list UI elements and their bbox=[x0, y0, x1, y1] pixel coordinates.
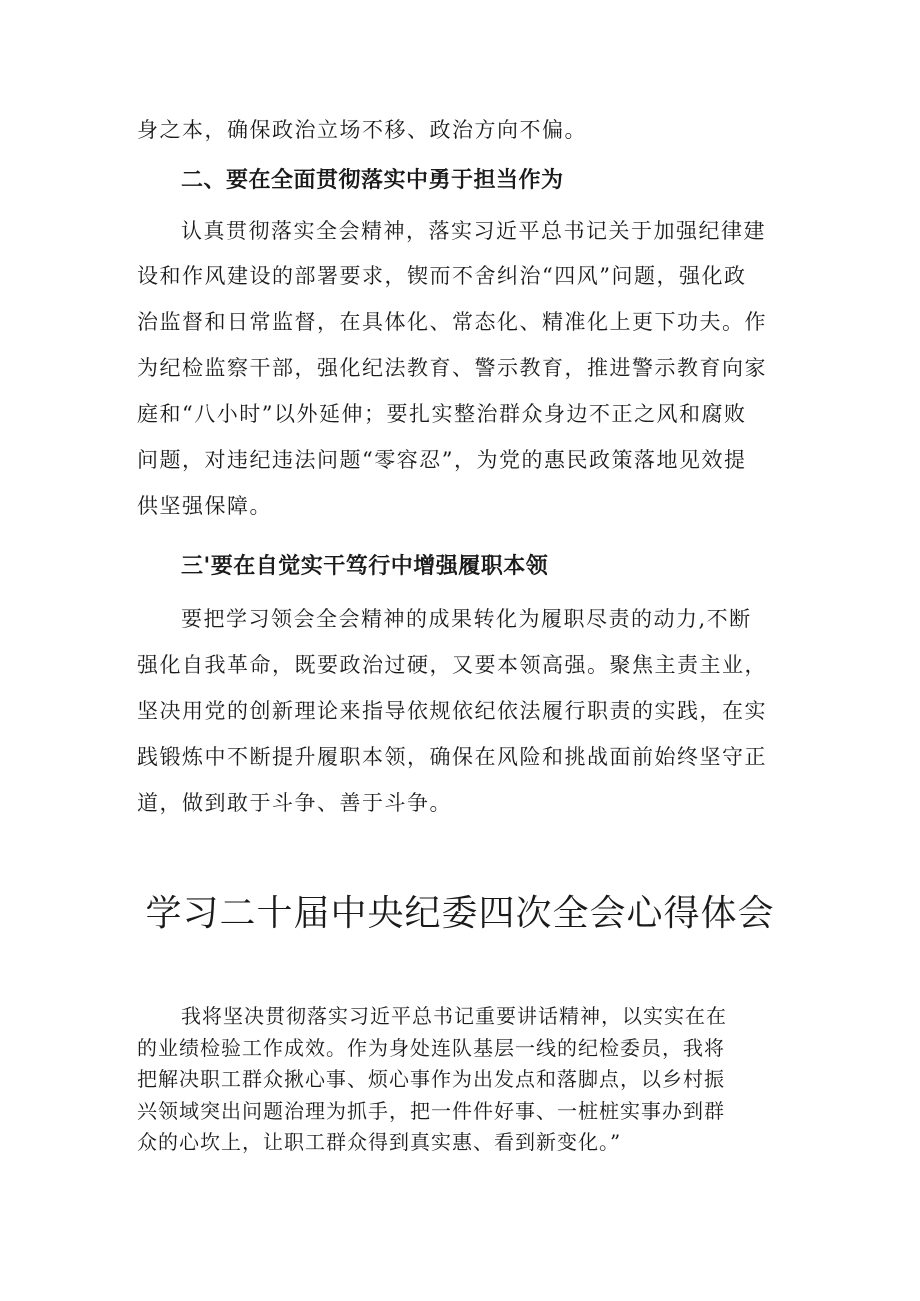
paragraph-line: 众的心坎上，让职工群众得到真实惠、看到新变化。” bbox=[137, 1130, 622, 1154]
paragraph-line: 把解决职工群众揪心事、烦心事作为出发点和落脚点，以乡村振 bbox=[137, 1067, 725, 1091]
paragraph-line: 要把学习领会全会精神的成果转化为履职尽责的动力,不断 bbox=[181, 607, 752, 631]
paragraph-line: 认真贯彻落实全会精神，落实习近平总书记关于加强纪律建 bbox=[181, 219, 766, 243]
section-heading: 二、要在全面贯彻落实中勇于担当作为 bbox=[181, 168, 564, 193]
paragraph-line: 为纪检监察干部，强化纪法教育、警示教育，推进警示教育向家 bbox=[137, 356, 767, 380]
article-title: 学习二十届中央纪委四次全会心得体会 bbox=[145, 893, 775, 934]
section-heading: 三'要在自觉实干笃行中增强履职本领 bbox=[181, 554, 549, 579]
paragraph-line: 践锻炼中不断提升履职本领，确保在风险和挑战面前始终坚守正 bbox=[137, 745, 767, 769]
paragraph-line: 治监督和日常监督，在具体化、常态化、精准化上更下功夫。作 bbox=[137, 310, 767, 334]
paragraph-line: 道，做到敢于斗争、善于斗争。 bbox=[137, 791, 452, 815]
paragraph-line: 庭和“八小时”以外延伸；要扎实整治群众身边不正之风和腐败 bbox=[137, 402, 747, 426]
paragraph-line: 供坚强保障。 bbox=[137, 494, 272, 518]
paragraph-line: 设和作风建设的部署要求，锲而不舍纠治“四风”问题，强化政 bbox=[137, 264, 747, 288]
paragraph-line: 兴领域突出问题治理为抓手，把一件件好事、一桩桩实事办到群 bbox=[137, 1099, 725, 1123]
paragraph-line: 问题，对违纪违法问题“零容忍”，为党的惠民政策落地见效提 bbox=[137, 448, 747, 472]
paragraph-line: 强化自我革命，既要政治过硬，又要本领高强。聚焦主责主业， bbox=[137, 653, 767, 677]
paragraph-line: 坚决用党的创新理论来指导依规依纪依法履行职责的实践，在实 bbox=[137, 699, 767, 723]
paragraph-line: 我将坚决贯彻落实习近平总书记重要讲话精神，以实实在在 bbox=[181, 1004, 727, 1028]
paragraph-line: 身之本，确保政治立场不移、政治方向不偏。 bbox=[137, 118, 587, 142]
paragraph-line: 的业绩检验工作成效。作为身处连队基层一线的纪检委员，我将 bbox=[137, 1036, 725, 1060]
